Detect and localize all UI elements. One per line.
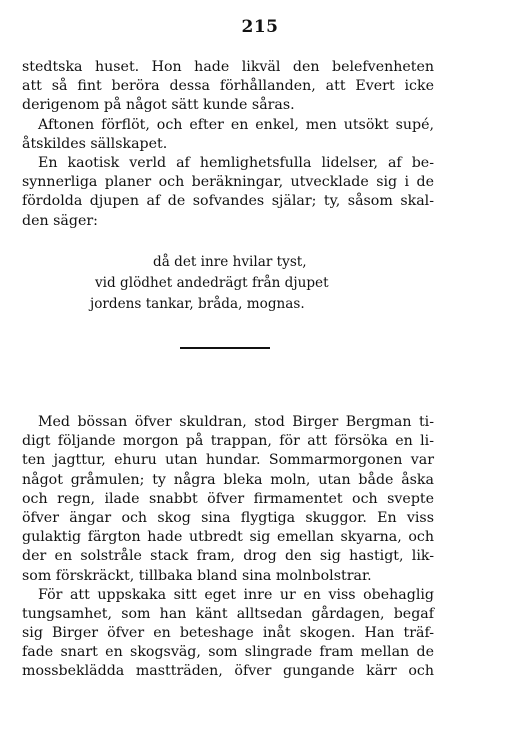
text-line: digt följande morgon på trappan, för att försöka en li- bbox=[22, 433, 434, 450]
poem-quote bbox=[90, 252, 390, 315]
poem-line: jordens tankar, bråda, mognas. bbox=[90, 296, 305, 312]
text-line: synnerliga planer och beräkningar, utvecklade sig i de bbox=[22, 174, 434, 191]
text-line: ten jagttur, ehuru utan hundar. Sommarmorgonen var bbox=[22, 452, 434, 469]
text-line: der en solstråle stack fram, drog den sig hastigt, lik- bbox=[22, 548, 434, 565]
page-number: 215 bbox=[241, 17, 279, 37]
paragraph-block-1 bbox=[22, 58, 434, 231]
section-divider bbox=[180, 347, 270, 349]
poem-line: vid glödhet andedrägt från djupet bbox=[95, 275, 329, 291]
text-line: något gråmulen; ty några bleka moln, utan både åska bbox=[22, 471, 434, 488]
poem-line: då det inre hvilar tyst, bbox=[153, 254, 307, 270]
text-line: att så fint beröra dessa förhållanden, att Evert icke bbox=[22, 78, 434, 95]
text-line: Med bössan öfver skuldran, stod Birger Bergman ti- bbox=[38, 414, 434, 430]
text-line: fade snart en skogsväg, som slingrade fram mellan de bbox=[22, 644, 434, 661]
text-line: öfver ängar och skog sina flygtiga skuggor. En viss bbox=[22, 509, 434, 526]
text-line: fördolda djupen af de sofvandes själar; ty, såsom skal- bbox=[22, 193, 434, 210]
text-line: gulaktig färgton hade utbredt sig emellan skyarna, och bbox=[22, 529, 434, 546]
text-line: mossbeklädda mastträden, öfver gungande kärr och bbox=[22, 663, 434, 680]
text-line: För att uppskaka sitt eget inre ur en viss obehaglig bbox=[38, 586, 434, 603]
text-line: åtskildes sällskapet. bbox=[22, 135, 168, 152]
text-line: sig Birger öfver en beteshage inåt skogen. Han träf- bbox=[22, 625, 434, 642]
text-line: som förskräckt, tillbaka bland sina molnbolstrar. bbox=[22, 567, 372, 584]
paragraph-block-2 bbox=[22, 413, 434, 682]
text-line: Aftonen förflöt, och efter en enkel, men utsökt supé, bbox=[38, 116, 434, 133]
text-line: derigenom på något sätt kunde såras. bbox=[22, 97, 295, 114]
text-line: tungsamhet, som han känt alltsedan gårdagen, begaf bbox=[22, 605, 434, 622]
text-line: den säger: bbox=[22, 212, 98, 229]
text-line: stedtska huset. Hon hade likväl den belefvenheten bbox=[22, 59, 434, 75]
text-line: och regn, ilade snabbt öfver firmamentet och svepte bbox=[22, 490, 434, 507]
text-line: En kaotisk verld af hemlighetsfulla lidelser, af be- bbox=[38, 154, 434, 171]
